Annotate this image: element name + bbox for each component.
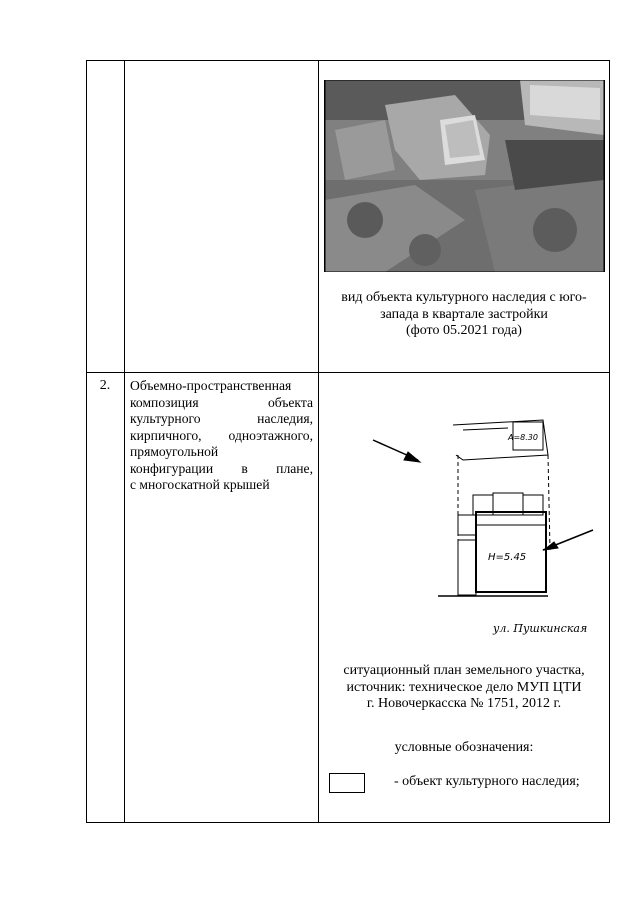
aerial-photo-image xyxy=(325,80,604,272)
plan-caption-line-1: ситуационный план земельного участка, xyxy=(343,663,585,678)
table-row-divider xyxy=(86,372,610,373)
table-border-right xyxy=(609,60,610,823)
situation-plan-drawing xyxy=(368,400,598,640)
description-line-2: композиция объекта xyxy=(130,394,313,410)
description-line-6: конфигурации в плане, xyxy=(130,460,313,476)
heritage-photo xyxy=(324,80,605,272)
legend-title: условные обозначения: xyxy=(394,740,534,755)
photo-caption-line-1: вид объекта культурного наследия с юго- xyxy=(341,290,587,305)
description-line-5: прямоугольной xyxy=(130,444,219,459)
photo-caption-line-3: (фото 05.2021 года) xyxy=(406,323,522,338)
description-line-1: Объемно-пространственная xyxy=(130,378,292,393)
situation-plan xyxy=(368,400,598,640)
legend-heritage-box xyxy=(329,773,365,793)
table-divider-number xyxy=(124,60,125,823)
table-border-left xyxy=(86,60,87,823)
plan-caption-line-2: источник: техническое дело МУП ЦТИ xyxy=(346,679,582,695)
table-border-top xyxy=(86,60,610,61)
photo-caption xyxy=(326,290,602,340)
table-divider-description xyxy=(318,60,319,823)
description-line-4: кирпичного, одноэтажного, xyxy=(130,427,313,443)
plan-plot-label: А=8.30 xyxy=(508,433,538,442)
photo-caption-line-2: запада в квартале застройки xyxy=(380,306,548,322)
plan-building-label: Н=5.45 xyxy=(488,552,527,563)
table-border-bottom xyxy=(86,822,610,823)
heritage-table xyxy=(86,60,610,823)
description-line-7: с многоскатной крышей xyxy=(130,477,270,492)
legend-item-text: - объект культурного наследия; xyxy=(394,774,580,789)
plan-caption-line-3: г. Новочеркасска № 1751, 2012 г. xyxy=(366,696,562,711)
description-line-3: культурного наследия, xyxy=(130,411,313,426)
object-description xyxy=(130,378,313,494)
plan-street-label: ул. Пушкинская xyxy=(493,622,588,635)
plan-caption xyxy=(326,663,602,713)
row-number: 2. xyxy=(99,378,111,393)
